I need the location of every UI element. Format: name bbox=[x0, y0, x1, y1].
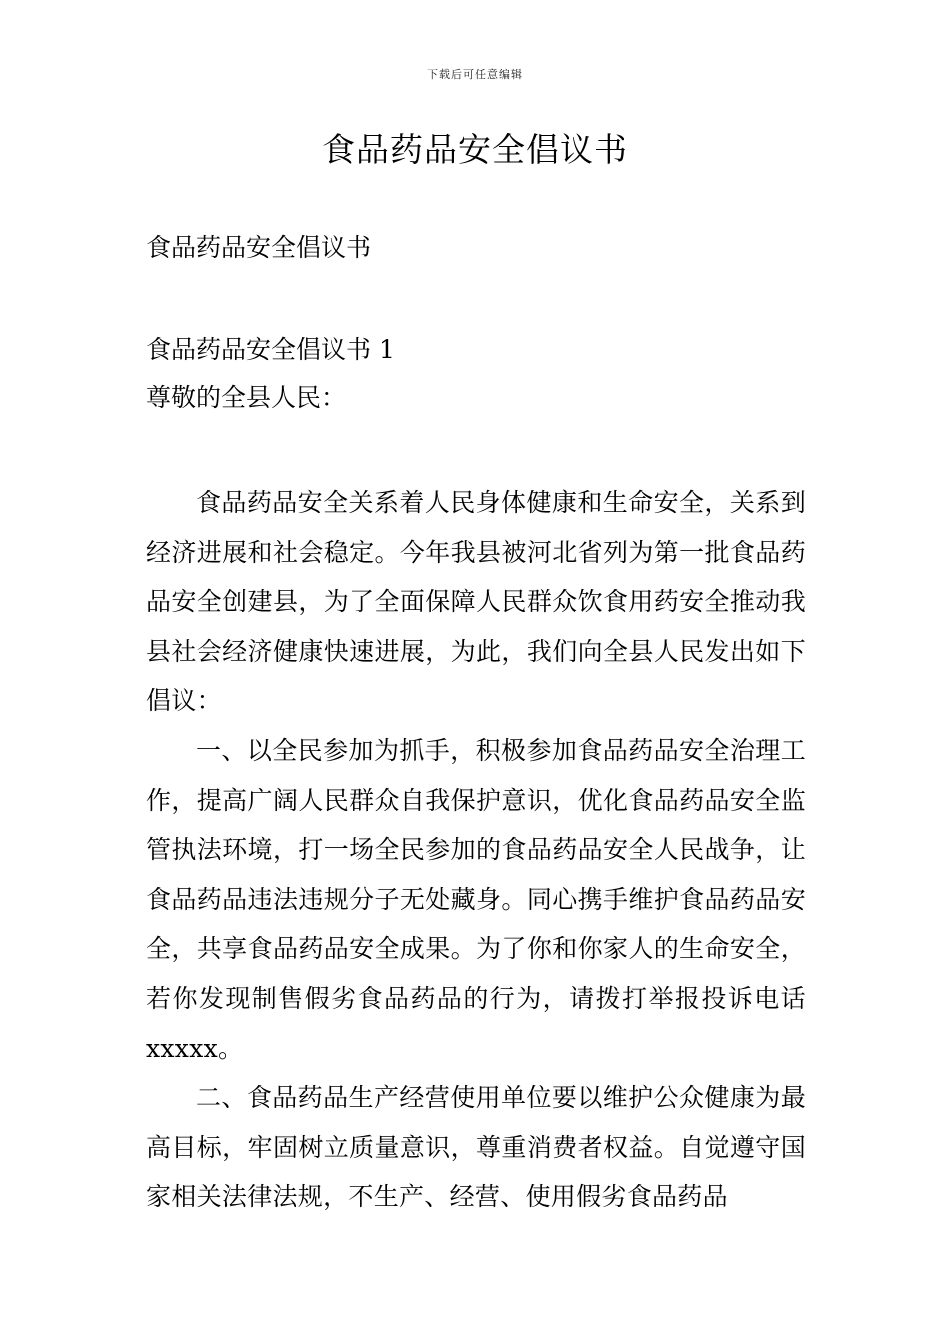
section-heading: 食品药品安全倡议书 1 bbox=[146, 335, 395, 364]
paragraph-point-two: 二、食品药品生产经营使用单位要以维护公众健康为最高目标，牢固树立质量意识，尊重消费者权益。自觉遵守国家相关法律法规，不生产、经营、使用假劣食品药品 bbox=[146, 1083, 806, 1212]
paragraph-intro: 食品药品安全关系着人民身体健康和生命安全，关系到经济进展和社会稳定。今年我县被河北省列为第一批食品药品安全创建县，为了全面保障人民群众饮食用药安全推动我县社会经济健康快速进展，为此，我们向全县人民发出如下倡议： bbox=[146, 488, 806, 716]
document-title: 食品药品安全倡议书 bbox=[322, 130, 628, 169]
header-note: 下载后可任意编辑 bbox=[427, 68, 523, 81]
document-body bbox=[146, 478, 806, 1222]
document-subtitle: 食品药品安全倡议书 bbox=[146, 233, 372, 262]
paragraph-point-one: 一、以全民参加为抓手，积极参加食品药品安全治理工作，提高广阔人民群众自我保护意识，优化食品药品安全监管执法环境，打一场全民参加的食品药品安全人民战争，让食品药品违法违规分子无处藏身。同心携手维护食品药品安全，共享食品药品安全成果。为了你和你家人的生命安全，若你发现制售假劣食品药品的行为，请拨打举报投诉电话 xxxxx。 bbox=[146, 735, 806, 1063]
salutation: 尊敬的全县人民： bbox=[146, 383, 347, 412]
